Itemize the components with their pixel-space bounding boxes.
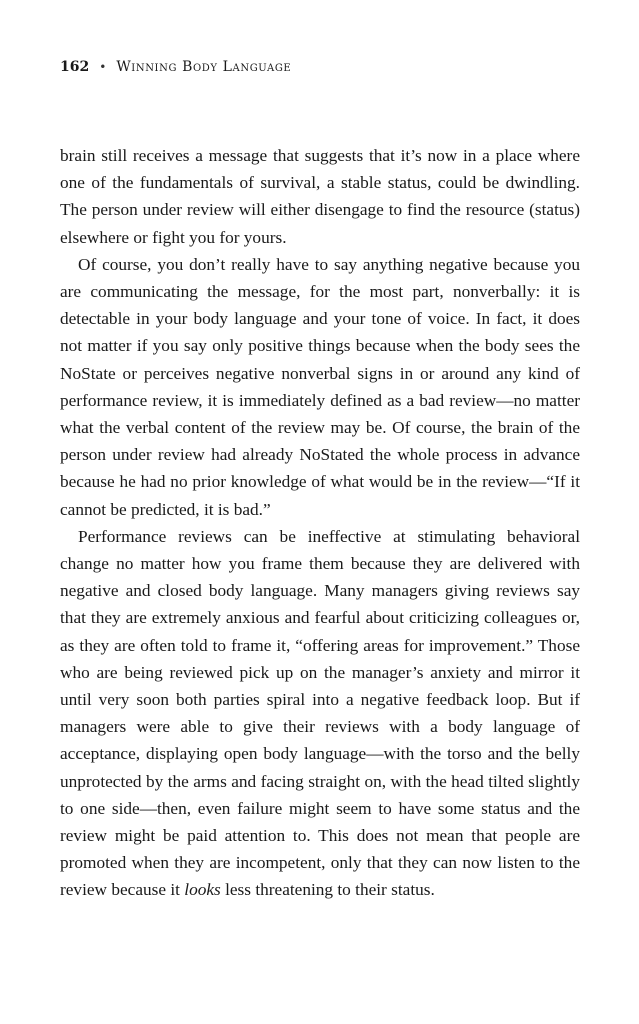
paragraph-3-text-start: Performance reviews can be ineffective at stimulating behavioral change no matter how you frame them because they are delivered with negative and closed body language. Many managers giving reviews say that they are extremely anxious and fearful about criticizing colleagues or, as they are often told to frame it, “offering areas for improvement.” Those who are being reviewed pick up on the manager’s anxiety and mirror it until very soon both parties spiral into a negative feedback loop. But if managers were able to give their reviews with a body language of acceptance, displaying open body language—with the torso and the belly unprotected by the arms and facing straight on, with the head tilted slightly to one side—then, even failure might seem to have some status and the review might be paid attention to. This does not mean that people are promoted when they are incompetent, only that they can now listen to the review because it — [60, 526, 580, 900]
book-title: Winning Body Language — [116, 59, 292, 75]
page-number: 162 — [60, 59, 90, 75]
running-head — [60, 58, 291, 76]
paragraph-2: Of course, you don’t really have to say anything negative because you are communicating the message, for the most part, nonverbally: it is detectable in your body language and your tone of voice. In fact, it does not matter if you say only positive things because when the body sees the NoState or perceives negative nonverbal signs in or around any kind of performance review, it is immediately defined as a bad review—no matter what the verbal content of the review may be. Of course, the brain of the person under review had already NoStated the whole process in advance because he had no prior knowledge of what would be in the review—“If it cannot be predicted, it is bad.” — [60, 254, 580, 519]
paragraph-3-text-end: less threatening to their status. — [220, 880, 435, 900]
paragraph-3 — [60, 523, 580, 904]
paragraph-3-emphasis: looks — [184, 880, 221, 900]
paragraph-1: brain still receives a message that suggests that it’s now in a place where one of the fundamentals of survival, a stable status, could be dwindling. The person under review will either disengage to find the resource (status) elsewhere or fight you for yours. — [60, 146, 580, 247]
header-separator: • — [99, 60, 107, 74]
body-text — [60, 142, 580, 904]
